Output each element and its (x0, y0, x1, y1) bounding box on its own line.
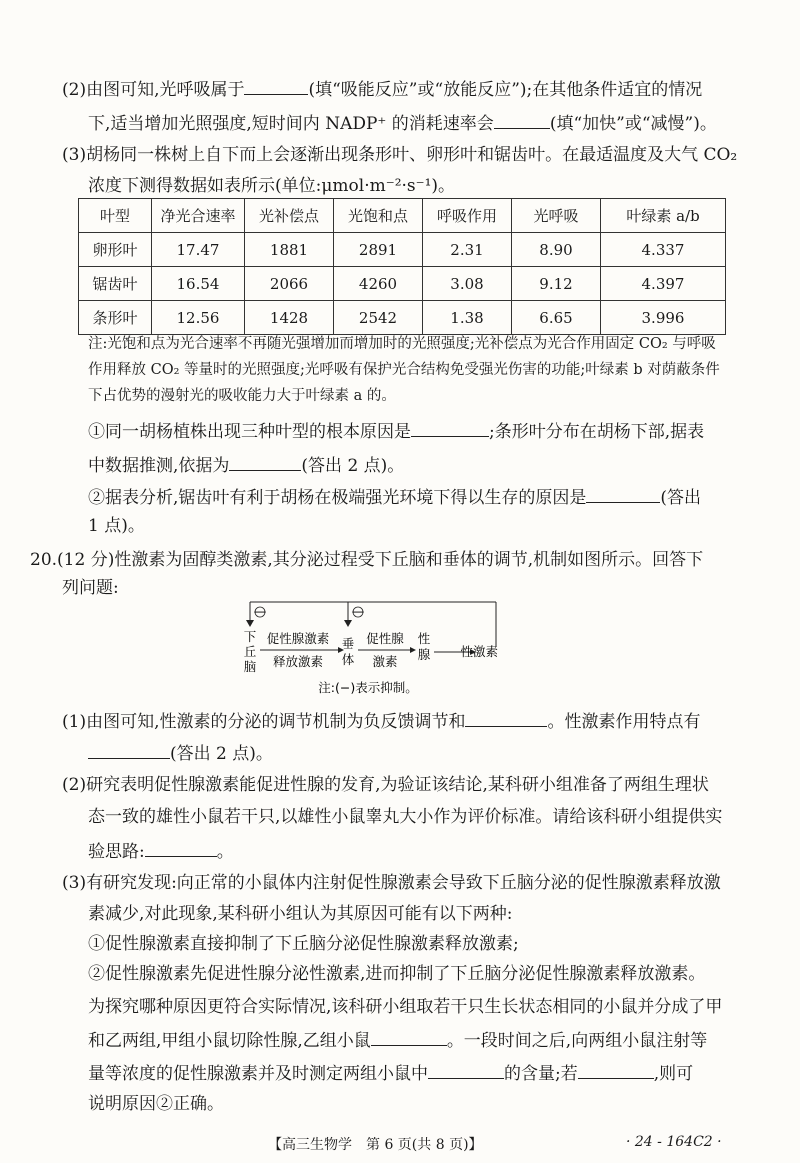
table-cell: 4.397 (601, 267, 726, 301)
table-row (79, 233, 726, 267)
table-header: 呼吸作用 (423, 199, 512, 233)
table-note-3: 下占优势的漫射光的吸收能力大于叶绿素 a 的。 (88, 388, 396, 404)
hormone-regulation-diagram (238, 600, 503, 700)
gth-label-top: 促性腺 (366, 631, 404, 646)
q19-p2-text-b: (填“吸能反应”或“放能反应”);在其他条件适宜的情况 (308, 80, 703, 100)
q20-p3-blank2[interactable] (428, 1060, 504, 1079)
q20-p2-text-b: 。 (216, 842, 234, 862)
q19-p2-blank2[interactable] (494, 110, 550, 129)
q19-p2-text-d: (填“加快”或“减慢”)。 (549, 114, 717, 134)
gonad-char-2: 腺 (417, 647, 431, 662)
table-cell: 3.08 (423, 267, 512, 301)
table-header: 光补偿点 (245, 199, 334, 233)
q19-s1-text-b: ;条形叶分布在胡杨下部,据表 (489, 422, 705, 442)
q20-p3-line8: 说明原因②正确。 (88, 1094, 224, 1114)
pituitary-char-1: 垂 (341, 636, 355, 651)
q19-s1-text-a: ①同一胡杨植株出现三种叶型的根本原因是 (88, 422, 411, 442)
table-note-1: 注:光饱和点为光合速率不再随光强增加而增加时的光照强度;光补偿点为光合作用固定 CO₂ 与呼吸 (88, 336, 716, 352)
q19-s1-blank1[interactable] (411, 418, 489, 437)
table-header: 光饱和点 (334, 199, 423, 233)
table-cell: 16.54 (152, 267, 245, 301)
table-cell: 锯齿叶 (79, 267, 152, 301)
q20-intro-line2: 列问题: (62, 578, 119, 598)
q20-p3-text-b: 。一段时间之后,向两组小鼠注射等 (446, 1031, 708, 1051)
q19-p2-text-a: (2)由图可知,光呼吸属于 (62, 80, 245, 100)
q19-s1-text-c: 中数据推测,依据为 (88, 456, 230, 476)
table-cell: 2542 (334, 301, 423, 335)
q20-p2-text-a: 验思路: (88, 842, 145, 862)
q19-s2-blank1[interactable] (586, 484, 660, 503)
q19-p2-blank1[interactable] (244, 76, 308, 95)
q19-s1-blank2[interactable] (229, 452, 301, 471)
table-cell: 1428 (245, 301, 334, 335)
q20-p2-line2: 态一致的雄性小鼠若干只,以雄性小鼠睾丸大小作为评价标准。请给该科研小组提供实 (88, 807, 723, 827)
table-cell: 1.38 (423, 301, 512, 335)
q20-p3-line2: 素减少,对此现象,某科研小组认为其原因可能有以下两种: (88, 904, 513, 924)
q19-s1-line2 (88, 452, 404, 478)
q19-s2-line2: 1 点)。 (88, 516, 145, 536)
q19-s2-line1 (88, 484, 701, 510)
q20-p3-line3: ①促性腺激素直接抑制了下丘脑分泌促性腺激素释放激素; (88, 934, 519, 954)
table-header: 叶绿素 a/b (601, 199, 726, 233)
table-header: 净光合速率 (152, 199, 245, 233)
q20-p1-blank1[interactable] (465, 708, 547, 727)
table-header-row (79, 199, 726, 233)
q19-p2-line1 (62, 76, 702, 102)
q19-s1-line1 (88, 418, 704, 444)
q19-p3-line1: (3)胡杨同一株树上自下而上会逐渐出现条形叶、卵形叶和锯齿叶。在最适温度及大气 CO₂ (62, 145, 738, 165)
table-cell: 3.996 (601, 301, 726, 335)
q19-s1-text-d: (答出 2 点)。 (301, 456, 405, 476)
table-cell: 8.90 (512, 233, 601, 267)
q20-p1-text-a: (1)由图可知,性激素的分泌的调节机制为负反馈调节和 (62, 712, 466, 732)
table-cell: 条形叶 (79, 301, 152, 335)
feedback-arrowhead-left (246, 620, 254, 627)
q20-p3-line6 (88, 1027, 707, 1053)
table-cell: 4.337 (601, 233, 726, 267)
table-cell: 2066 (245, 267, 334, 301)
q20-p3-text-e: ,则可 (653, 1064, 694, 1084)
table-cell: 2.31 (423, 233, 512, 267)
table-cell: 6.65 (512, 301, 601, 335)
arrowhead-2 (410, 647, 416, 653)
table-cell: 2891 (334, 233, 423, 267)
table-header: 叶型 (79, 199, 152, 233)
table-cell: 1881 (245, 233, 334, 267)
page-footer-label: 【高三生物学 第 6 页(共 8 页)】 (268, 1137, 483, 1153)
sex-hormone-label: 性激素 (460, 644, 498, 659)
q20-p2-line1: (2)研究表明促性腺激素能促进性腺的发育,为验证该结论,某科研小组准备了两组生理状 (62, 775, 709, 795)
gonad-char-1: 性 (417, 631, 431, 646)
table-cell: 12.56 (152, 301, 245, 335)
gnrh-label-bottom: 释放激素 (272, 654, 324, 669)
q19-s2-text-b: (答出 (660, 488, 702, 508)
table-header: 光呼吸 (512, 199, 601, 233)
q20-p1-line2 (88, 740, 273, 766)
diagram-note: 注:(−)表示抑制。 (318, 680, 418, 695)
q20-p3-line7 (88, 1060, 693, 1086)
table-cell: 17.47 (152, 233, 245, 267)
table-cell: 卵形叶 (79, 233, 152, 267)
q20-p3-blank1[interactable] (371, 1027, 447, 1046)
q20-intro-line1: 20.(12 分)性激素为固醇类激素,其分泌过程受下丘脑和垂体的调节,机制如图所示。回答下 (30, 550, 704, 570)
inhibit-mark-left-label: — (253, 603, 267, 619)
q20-p1-text-c: (答出 2 点)。 (170, 744, 273, 764)
q20-p3-text-a: 和乙两组,甲组小鼠切除性腺,乙组小鼠 (88, 1031, 371, 1051)
inhibit-mark-mid-label: — (351, 603, 365, 619)
pituitary-char-2: 体 (341, 652, 355, 667)
q20-p3-text-c: 量等浓度的促性腺激素并及时测定两组小鼠中 (88, 1064, 428, 1084)
q20-p3-blank3[interactable] (578, 1060, 654, 1079)
q20-p1-blank2[interactable] (88, 740, 170, 759)
leaf-data-table (78, 198, 726, 335)
hypothalamus-char-3: 脑 (243, 659, 257, 674)
q19-s2-text-a: ②据表分析,锯齿叶有利于胡杨在极端强光环境下得以生存的原因是 (88, 488, 587, 508)
q20-p2-blank1[interactable] (145, 838, 217, 857)
hypothalamus-char-1: 下 (243, 629, 257, 644)
q20-p3-line4: ②促性腺激素先促进性腺分泌性激素,进而抑制了下丘脑分泌促性腺激素释放激素。 (88, 964, 706, 984)
q19-p2-text-c: 下,适当增加光照强度,短时间内 NADP⁺ 的消耗速率会 (88, 114, 494, 134)
q20-p3-text-d: 的含量;若 (504, 1064, 578, 1084)
q20-p3-line1: (3)有研究发现:向正常的小鼠体内注射促性腺激素会导致下丘脑分泌的促性腺激素释放激 (62, 873, 721, 893)
q19-p3-line2: 浓度下测得数据如表所示(单位:μmol·m⁻²·s⁻¹)。 (88, 176, 456, 196)
q20-p2-line3 (88, 838, 234, 864)
q19-p2-line2 (88, 110, 717, 136)
table-note-2: 作用释放 CO₂ 等量时的光照强度;光呼吸有保护光合结构免受强光伤害的功能;叶绿素 b 对荫蔽条件 (88, 362, 720, 378)
table-cell: 9.12 (512, 267, 601, 301)
gnrh-label-top: 促性腺激素 (266, 631, 330, 646)
q20-p3-line5: 为探究哪种原因更符合实际情况,该科研小组取若干只生长状态相同的小鼠并分成了甲 (88, 997, 723, 1017)
feedback-arrowhead-mid (344, 620, 352, 627)
q20-p1-text-b: 。性激素作用特点有 (547, 712, 701, 732)
gth-label-bottom: 激素 (372, 654, 398, 669)
hypothalamus-char-2: 丘 (243, 644, 257, 659)
page-footer-code: · 24 - 164C2 · (626, 1134, 722, 1150)
q20-p1-line1 (62, 708, 700, 734)
table-row (79, 301, 726, 335)
table-cell: 4260 (334, 267, 423, 301)
table-row (79, 267, 726, 301)
